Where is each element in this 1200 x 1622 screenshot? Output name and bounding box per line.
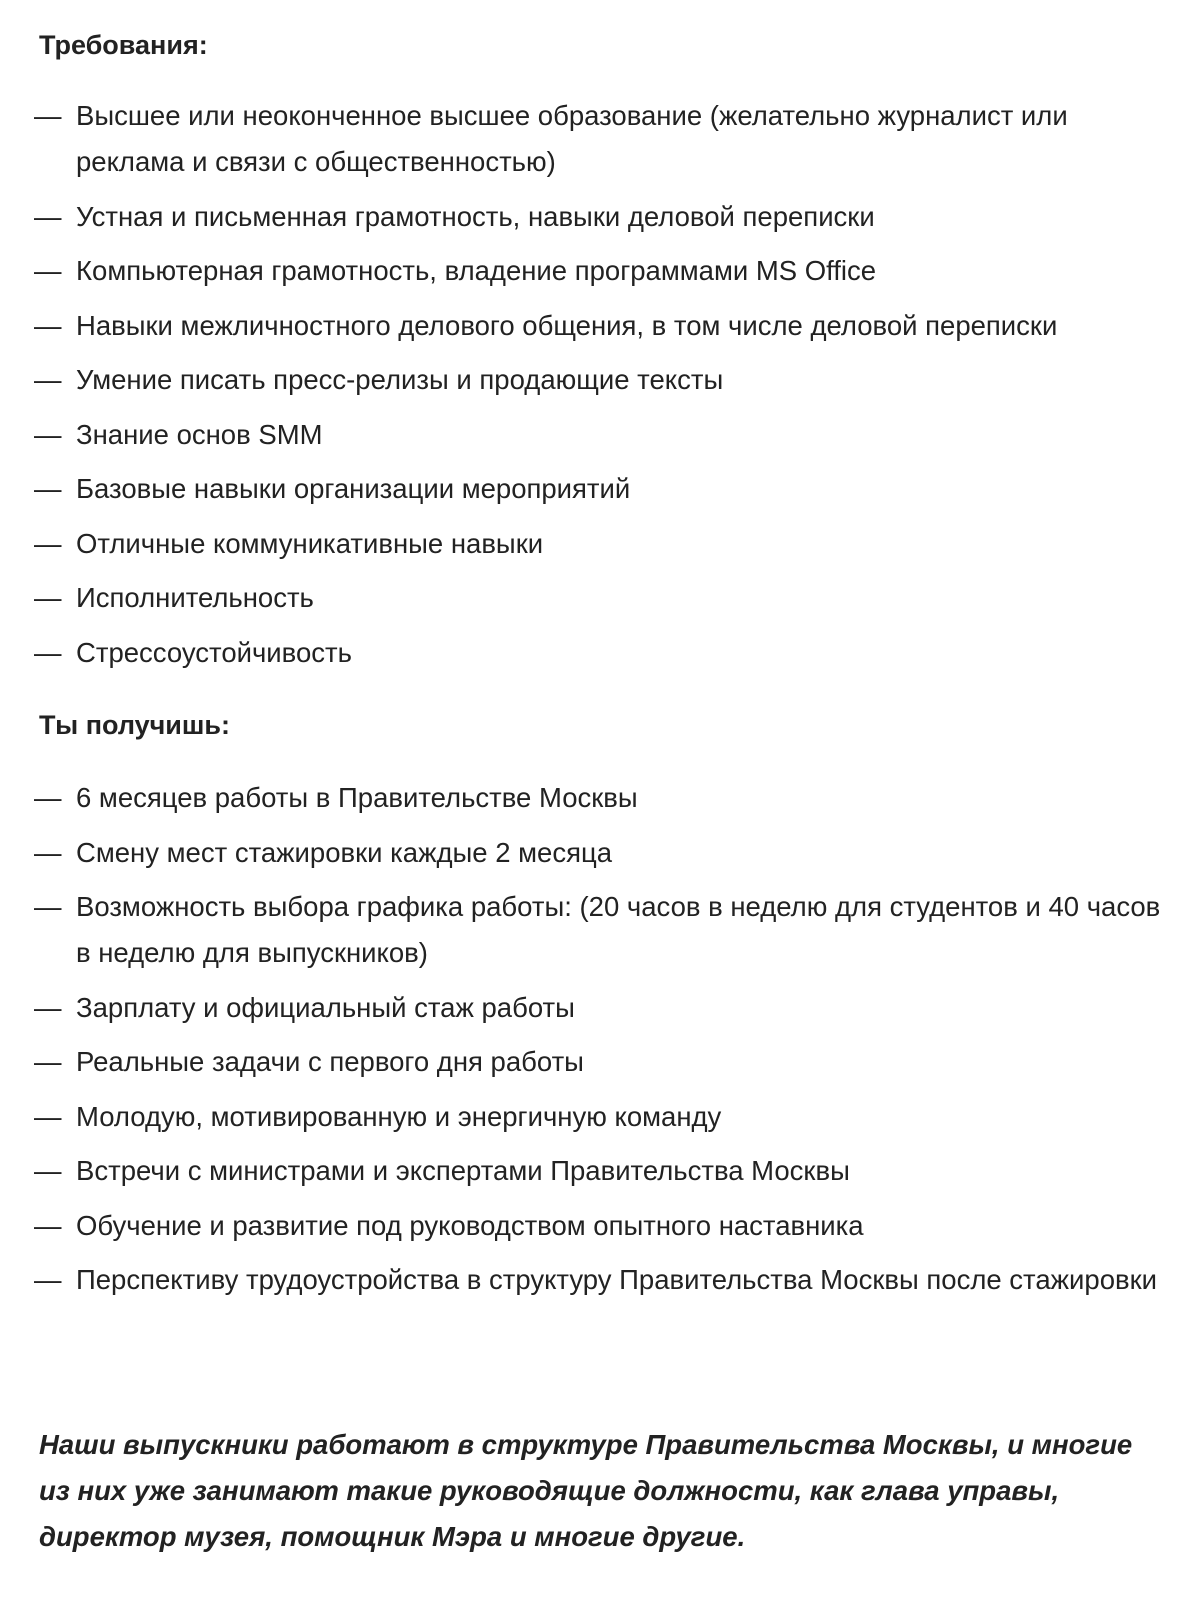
list-item: [0, 93, 1200, 185]
requirements-list: [0, 93, 1200, 684]
dash-bullet: —: [34, 418, 62, 450]
dash-bullet: —: [34, 891, 62, 922]
dash-bullet: —: [34, 100, 62, 131]
list-item-text: Навыки межличностного делового общения, в том числе деловой переписки: [76, 309, 1058, 341]
list-item-text: Высшее или неоконченное высшее образование (желательно журналист или реклама и связи с общественностью): [76, 100, 1068, 177]
dash-bullet: —: [34, 473, 62, 504]
list-item: [0, 521, 1200, 567]
list-item: [0, 1094, 1200, 1140]
requirements-heading: Требования:: [39, 30, 208, 60]
list-item: [0, 466, 1200, 512]
dash-bullet: —: [34, 309, 62, 341]
list-item: [0, 1257, 1200, 1303]
list-item: [0, 985, 1200, 1031]
list-item-text: Молодую, мотивированную и энергичную команду: [76, 1100, 722, 1132]
list-item: [0, 412, 1200, 458]
list-item-text: Базовые навыки организации мероприятий: [76, 473, 631, 504]
dash-bullet: —: [34, 1209, 62, 1241]
list-item-text: Зарплату и официальный стаж работы: [76, 991, 575, 1023]
list-item-text: Отличные коммуникативные навыки: [76, 527, 544, 559]
list-item: [0, 357, 1200, 403]
dash-bullet: —: [34, 636, 62, 668]
dash-bullet: —: [34, 782, 62, 813]
dash-bullet: —: [34, 1264, 62, 1295]
list-item-text: Устная и письменная грамотность, навыки деловой переписки: [76, 200, 875, 232]
closing-paragraph: Наши выпускники работают в структуре Правительства Москвы, и многие из них уже занимают такие руководящие должности, как глава управы, директор музея, помощник Мэра и многие другие.: [39, 1429, 1133, 1552]
dash-bullet: —: [34, 991, 62, 1023]
dash-bullet: —: [34, 1155, 62, 1186]
list-item-text: Реальные задачи с первого дня работы: [76, 1046, 584, 1077]
list-item-text: Перспективу трудоустройства в структуру Правительства Москвы после стажировки: [76, 1264, 1157, 1295]
benefits-list: [0, 775, 1200, 1312]
dash-bullet: —: [34, 255, 62, 286]
list-item: [0, 1148, 1200, 1194]
list-item-text: Исполнительность: [76, 582, 314, 613]
list-item: [0, 575, 1200, 621]
list-item-text: Смену мест стажировки каждые 2 месяца: [76, 836, 613, 868]
list-item-text: 6 месяцев работы в Правительстве Москвы: [76, 782, 638, 813]
list-item: [0, 1039, 1200, 1085]
list-item: [0, 194, 1200, 240]
list-item: [0, 830, 1200, 876]
dash-bullet: —: [34, 364, 62, 395]
list-item-text: Знание основ SMM: [76, 418, 323, 450]
dash-bullet: —: [34, 582, 62, 613]
list-item-text: Возможность выбора графика работы: (20 часов в неделю для студентов и 40 часов в неделю для выпускников): [76, 891, 1161, 968]
list-item: [0, 884, 1200, 976]
list-item-text: Встречи с министрами и экспертами Правительства Москвы: [76, 1155, 850, 1186]
list-item-text: Компьютерная грамотность, владение программами MS Office: [76, 255, 877, 286]
list-item-text: Стрессоустойчивость: [76, 636, 352, 668]
list-item: [0, 1203, 1200, 1249]
dash-bullet: —: [34, 200, 62, 232]
list-item: [0, 303, 1200, 349]
list-item-text: Обучение и развитие под руководством опытного наставника: [76, 1209, 864, 1241]
dash-bullet: —: [34, 836, 62, 868]
list-item-text: Умение писать пресс-релизы и продающие тексты: [76, 364, 724, 395]
list-item: [0, 775, 1200, 821]
dash-bullet: —: [34, 1100, 62, 1132]
list-item: [0, 630, 1200, 676]
benefits-heading: Ты получишь:: [39, 710, 231, 740]
dash-bullet: —: [34, 1046, 62, 1077]
dash-bullet: —: [34, 527, 62, 559]
list-item: [0, 248, 1200, 294]
